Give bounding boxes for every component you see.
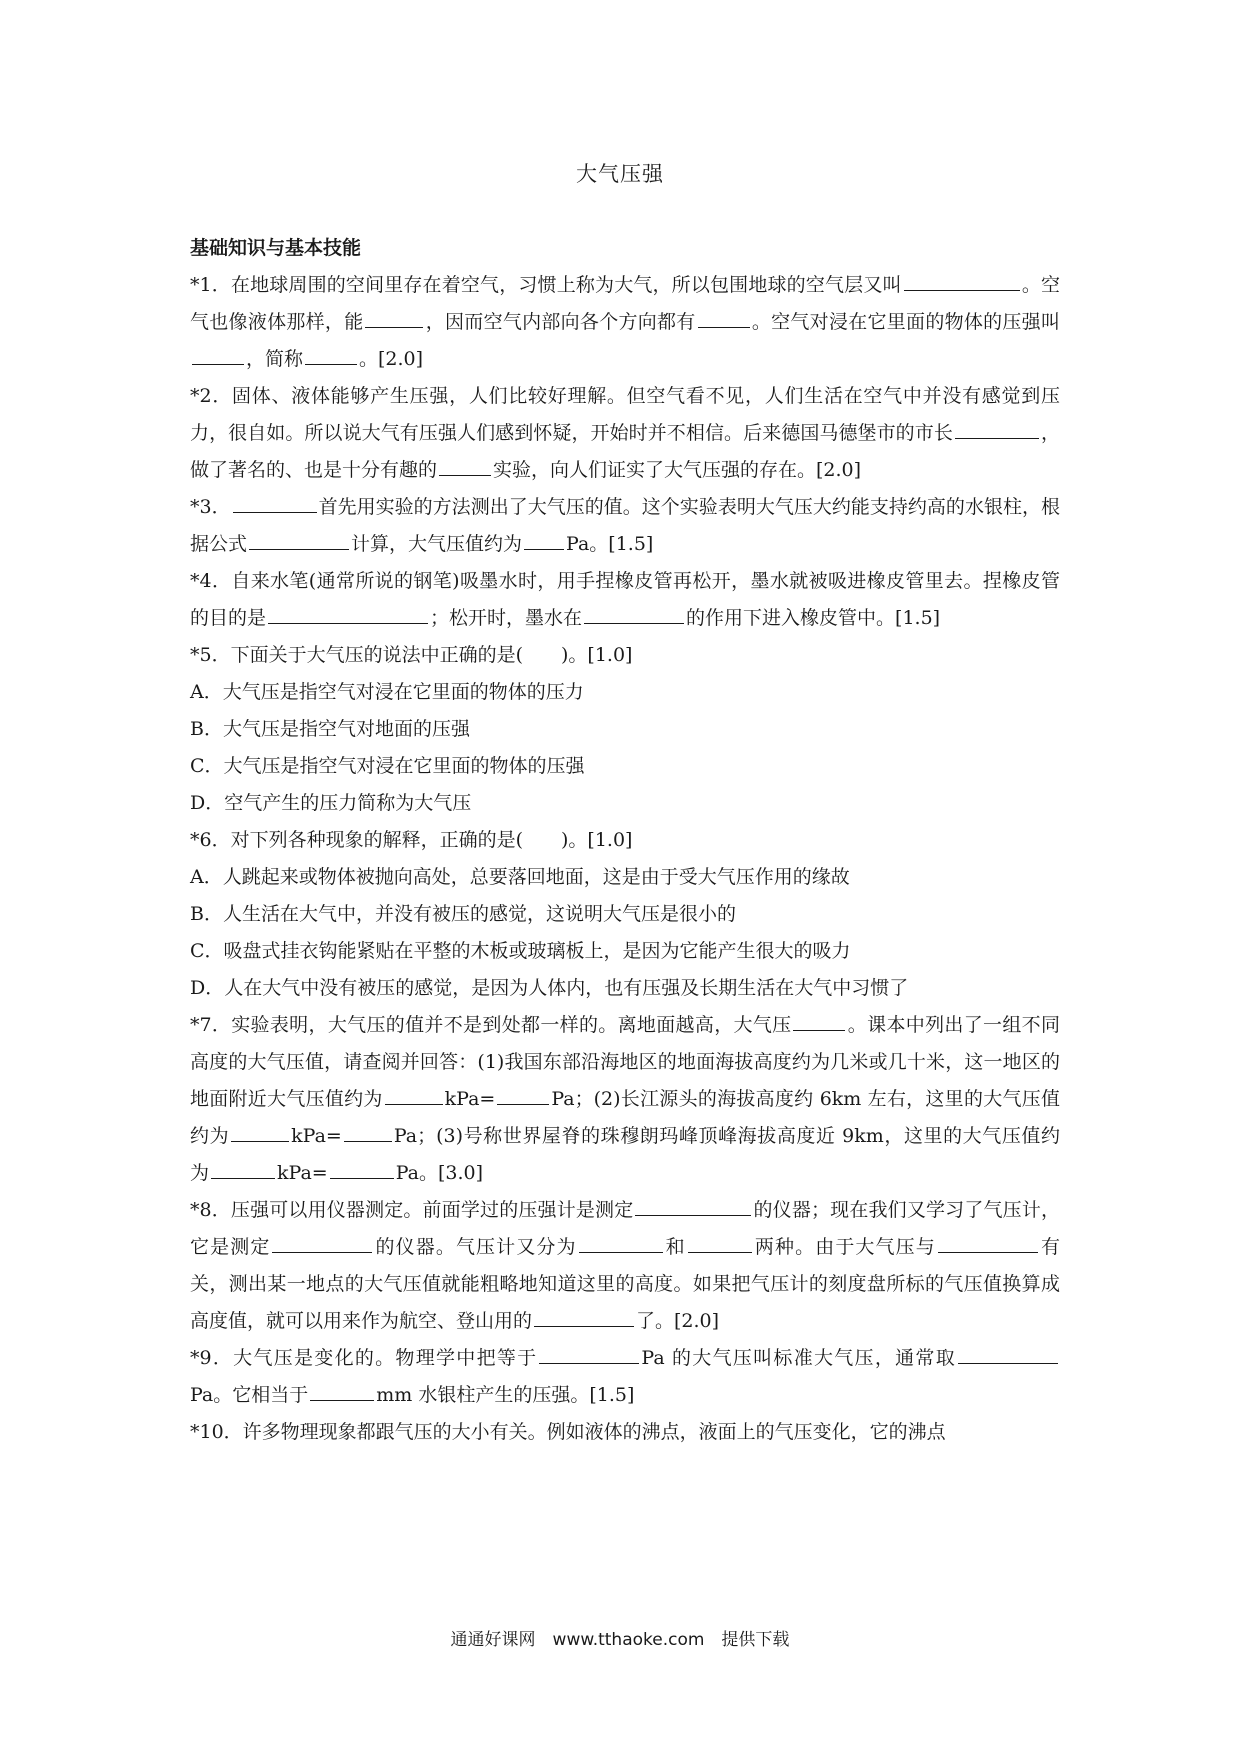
answer-blank bbox=[534, 1304, 634, 1327]
question-5-option-b: B．大气压是指空气对地面的压强 bbox=[190, 718, 470, 740]
answer-blank bbox=[249, 527, 349, 550]
question-7: *7．实验表明，大气压的值并不是到处都一样的。离地面越高，大气压 。课本中列出了一组不同高度的大气压值，请查阅并回答：(1)我国东部沿海地区的地面海拔高度约为几米或几十米，这一地区的地面附近大气压值约为 kPa= Pa；(2)长江源头的海拔高度约 6km 左右，这里的大气压值约为 kPa= Pa；(3)号称世界屋脊的珠穆朗玛峰顶峰海拔高度近 9km，这里的大气压值约为 kPa= Pa。[3.0] bbox=[190, 1007, 1060, 1192]
question-6-option-d: D．人在大气中没有被压的感觉，是因为人体内，也有压强及长期生活在大气中习惯了 bbox=[190, 977, 909, 999]
question-4: *4．自来水笔(通常所说的钢笔)吸墨水时，用手捏橡皮管再松开，墨水就被吸进橡皮管里去。捏橡皮管的目的是 ；松开时，墨水在 的作用下进入橡皮管中。[1.5] bbox=[190, 570, 1060, 629]
question-5-option-a: A．大气压是指空气对浸在它里面的物体的压力 bbox=[190, 681, 584, 703]
answer-blank bbox=[539, 1341, 639, 1364]
answer-blank bbox=[497, 1082, 549, 1105]
question-6-option-c: C．吸盘式挂衣钩能紧贴在平整的木板或玻璃板上，是因为它能产生很大的吸力 bbox=[190, 940, 851, 962]
answer-blank bbox=[330, 1156, 394, 1179]
answer-blank bbox=[904, 268, 1020, 291]
question-6-option-b: B．人生活在大气中，并没有被压的感觉，这说明大气压是很小的 bbox=[190, 903, 736, 925]
question-3: *3． 首先用实验的方法测出了大气压的值。这个实验表明大气压大约能支持约高的水银柱，根据公式 计算，大气压值约为 Pa。[1.5] bbox=[190, 489, 1060, 563]
answer-blank bbox=[344, 1119, 392, 1142]
answer-blank bbox=[938, 1230, 1038, 1253]
answer-blank bbox=[958, 1341, 1058, 1364]
answer-blank bbox=[635, 1193, 751, 1216]
question-5-option-c: C．大气压是指空气对浸在它里面的物体的压强 bbox=[190, 755, 585, 777]
answer-blank bbox=[211, 1156, 275, 1179]
answer-blank bbox=[524, 527, 564, 550]
question-5-option-d: D．空气产生的压力简称为大气压 bbox=[190, 792, 472, 814]
question-5: *5．下面关于大气压的说法中正确的是( )。[1.0] bbox=[190, 644, 633, 666]
answer-blank bbox=[192, 342, 244, 365]
answer-blank bbox=[793, 1008, 845, 1031]
question-1: *1．在地球周围的空间里存在着空气，习惯上称为大气，所以包围地球的空气层又叫 。空气也像液体那样，能 ，因而空气内部向各个方向都有 。空气对浸在它里面的物体的压强叫，简称 。[2.0] bbox=[190, 267, 1060, 378]
answer-blank bbox=[698, 305, 750, 328]
answer-blank bbox=[439, 453, 491, 476]
question-6-option-a: A．人跳起来或物体被抛向高处，总要落回地面，这是由于受大气压作用的缘故 bbox=[190, 866, 850, 888]
answer-blank bbox=[233, 490, 317, 513]
answer-blank bbox=[305, 342, 357, 365]
question-8: *8．压强可以用仪器测定。前面学过的压强计是测定 的仪器；现在我们又学习了气压计，它是测定 的仪器。气压计又分为 和 两种。由于大气压与 有关，测出某一地点的大气压值就能粗略地知道这里的高度。如果把气压计的刻度盘所标的气压值换算成高度值，就可以用来作为航空、登山用的 了。[2.0] bbox=[190, 1192, 1060, 1340]
answer-blank bbox=[584, 601, 684, 624]
answer-blank bbox=[365, 305, 423, 328]
page-footer: 通通好课网 www.tthaoke.com 提供下载 bbox=[450, 1630, 790, 1650]
question-9: *9．大气压是变化的。物理学中把等于 Pa 的大气压叫标准大气压，通常取Pa。它相当于 mm 水银柱产生的压强。[1.5] bbox=[190, 1340, 1060, 1414]
question-2: *2．固体、液体能够产生压强，人们比较好理解。但空气看不见，人们生活在空气中并没有感觉到压力，很自如。所以说大气有压强人们感到怀疑，开始时并不相信。后来德国马德堡市的市长 ，做了著名的、也是十分有趣的 实验，向人们证实了大气压强的存在。[2.0] bbox=[190, 385, 1060, 481]
document-body bbox=[190, 230, 1060, 1451]
answer-blank bbox=[579, 1230, 663, 1253]
answer-blank bbox=[231, 1119, 289, 1142]
answer-blank bbox=[272, 1230, 372, 1253]
answer-blank bbox=[385, 1082, 443, 1105]
answer-blank bbox=[955, 416, 1039, 439]
question-10: *10．许多物理现象都跟气压的大小有关。例如液体的沸点，液面上的气压变化，它的沸点 bbox=[190, 1421, 946, 1443]
question-6: *6．对下列各种现象的解释，正确的是( )。[1.0] bbox=[190, 829, 633, 851]
answer-blank bbox=[268, 601, 428, 624]
answer-blank bbox=[310, 1378, 374, 1401]
section-heading: 基础知识与基本技能 bbox=[190, 237, 362, 259]
answer-blank bbox=[688, 1230, 752, 1253]
page-title: 大气压强 bbox=[576, 162, 664, 186]
